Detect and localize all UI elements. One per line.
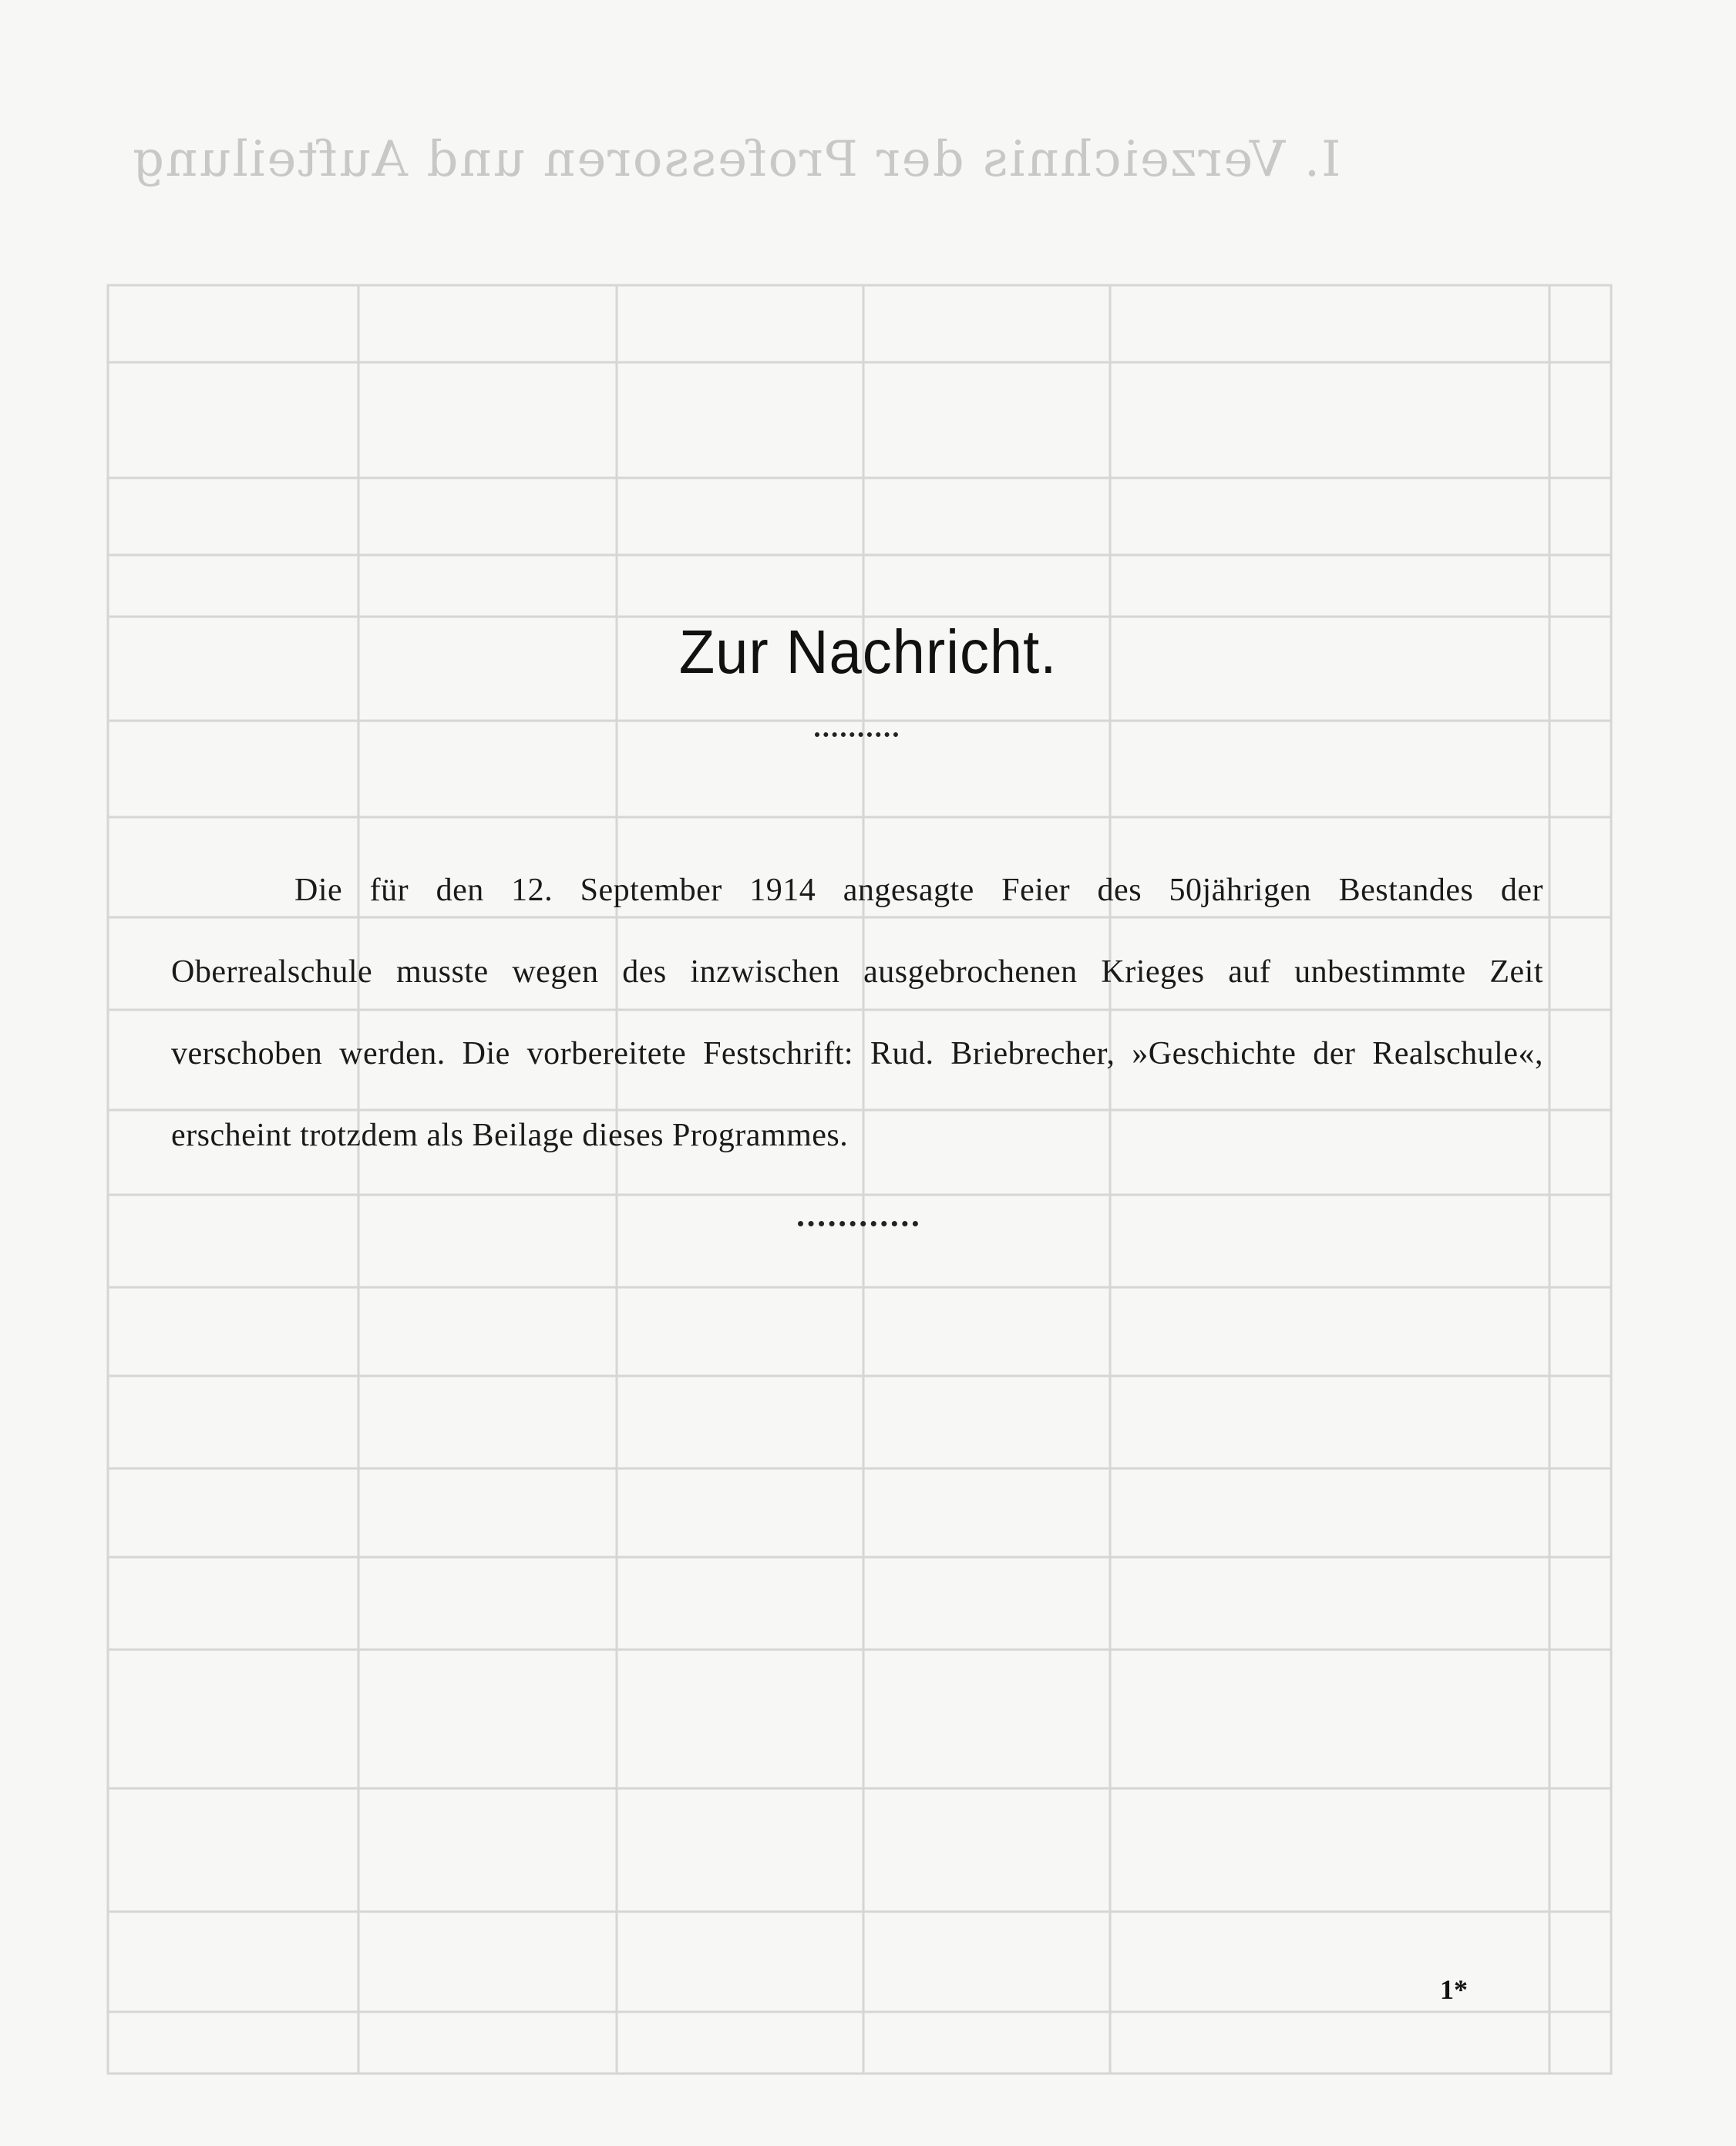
dotted-divider-bottom	[798, 1221, 918, 1234]
bleed-through-heading: I. Verzeichnis der Professoren und Aufteilung	[131, 131, 1341, 188]
notice-title: Zur Nachricht.	[678, 617, 1058, 686]
dotted-divider-top	[815, 732, 898, 743]
notice-paragraph: Die für den 12. September 1914 angesagte Feier des 50jährigen Bestandes der Oberrealschule musste wegen des inzwischen ausgebrochenen Krieges auf unbestimmte Zeit verschoben werden. Die vorbereitete Festschrift: Rud. Briebrecher, »Geschichte der Realschule«, erscheint trotzdem als Beilage dieses Programmes.	[171, 873, 1543, 1153]
signature-mark: 1*	[1440, 1974, 1468, 2005]
